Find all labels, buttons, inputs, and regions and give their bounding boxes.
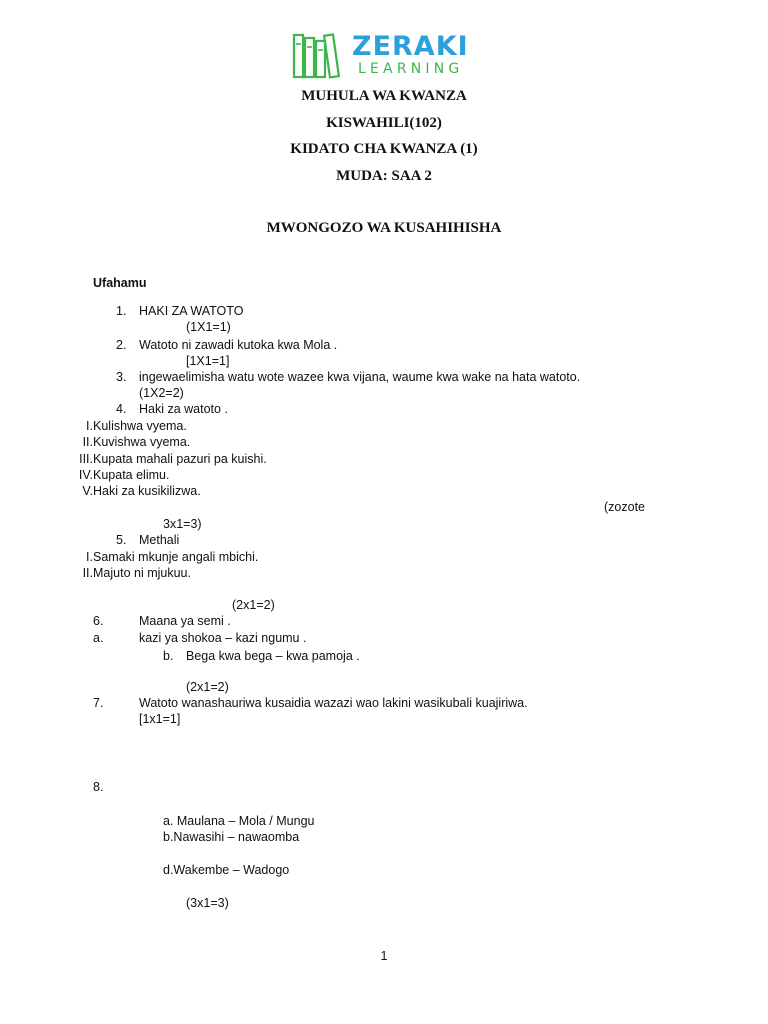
q8-answer-a: a. Maulana – Mola / Mungu	[163, 814, 315, 828]
logo-tagline: LEARNING	[358, 61, 464, 77]
q8-answer-d: d.Wakembe – Wadogo	[163, 863, 290, 877]
q6-answer: Maana ya semi .	[139, 614, 231, 628]
q6-meaning-a: kazi ya shokoa – kazi ngumu .	[139, 631, 307, 645]
q4-number: 4.	[116, 402, 127, 416]
q8-marks: (3x1=3)	[186, 896, 229, 910]
marking-guide-title: MWONGOZO WA KUSAHIHISHA	[266, 220, 502, 236]
q4-roman-4: IV.	[78, 468, 93, 482]
q2-answer: Watoto ni zawadi kutoka kwa Mola .	[139, 338, 338, 352]
q2-marks: [1X1=1]	[186, 354, 230, 368]
q1-marks: (1X1=1)	[186, 320, 231, 334]
q6-marks: (2x1=2)	[186, 680, 229, 694]
q4-roman-1: I.	[86, 419, 93, 433]
form-heading: KIDATO CHA KWANZA (1)	[290, 141, 478, 157]
q2-number: 2.	[116, 338, 127, 352]
q8-number: 8.	[93, 780, 104, 794]
q4-point-2: Kuvishwa vyema.	[93, 435, 191, 449]
time-heading: MUDA: SAA 2	[336, 168, 432, 184]
term-heading: MUHULA WA KWANZA	[301, 88, 467, 104]
q4-answer: Haki za watoto .	[139, 402, 228, 416]
q1-answer: HAKI ZA WATOTO	[139, 304, 244, 318]
zeraki-logo	[292, 32, 482, 80]
q4-point-5: Haki za kusikilizwa.	[93, 484, 201, 498]
q4-point-4: Kupata elimu.	[93, 468, 170, 482]
q5-marks: (2x1=2)	[232, 598, 275, 612]
q6-number: 6.	[93, 614, 104, 628]
books-icon	[292, 32, 348, 80]
q1-number: 1.	[116, 304, 127, 318]
q7-answer: Watoto wanashauriwa kusaidia wazazi wao lakini wasikubali kuajiriwa.	[139, 696, 528, 710]
q5-roman-2: II.	[82, 566, 93, 580]
q5-roman-1: I.	[86, 550, 93, 564]
q4-roman-5: V.	[82, 484, 93, 498]
q3-marks: (1X2=2)	[139, 386, 184, 400]
q4-marks: 3x1=3)	[163, 517, 202, 531]
q4-point-3: Kupata mahali pazuri pa kuishi.	[93, 452, 267, 466]
q5-answer: Methali	[139, 533, 180, 547]
q4-point-1: Kulishwa vyema.	[93, 419, 187, 433]
q4-roman-3: III.	[79, 452, 93, 466]
q6-label-a: a.	[93, 631, 104, 645]
q5-proverb-1: Samaki mkunje angali mbichi.	[93, 550, 259, 564]
q7-marks: [1x1=1]	[139, 712, 181, 726]
q4-roman-2: II.	[82, 435, 93, 449]
q3-answer: ingewaelimisha watu wote wazee kwa vijana, waume kwa wake na hata watoto.	[139, 370, 581, 384]
logo-wordmark: ZERAKI	[352, 31, 469, 62]
page-number: 1	[380, 949, 388, 963]
q4-marks-note: (zozote	[604, 500, 645, 514]
q5-proverb-2: Majuto ni mjukuu.	[93, 566, 191, 580]
section-title: Ufahamu	[93, 276, 147, 290]
subject-heading: KISWAHILI(102)	[326, 115, 442, 131]
q5-number: 5.	[116, 533, 127, 547]
q6-label-b: b.	[163, 649, 174, 663]
q8-answer-b: b.Nawasihi – nawaomba	[163, 830, 300, 844]
q3-number: 3.	[116, 370, 127, 384]
q7-number: 7.	[93, 696, 104, 710]
q6-meaning-b: Bega kwa bega – kwa pamoja .	[186, 649, 360, 663]
